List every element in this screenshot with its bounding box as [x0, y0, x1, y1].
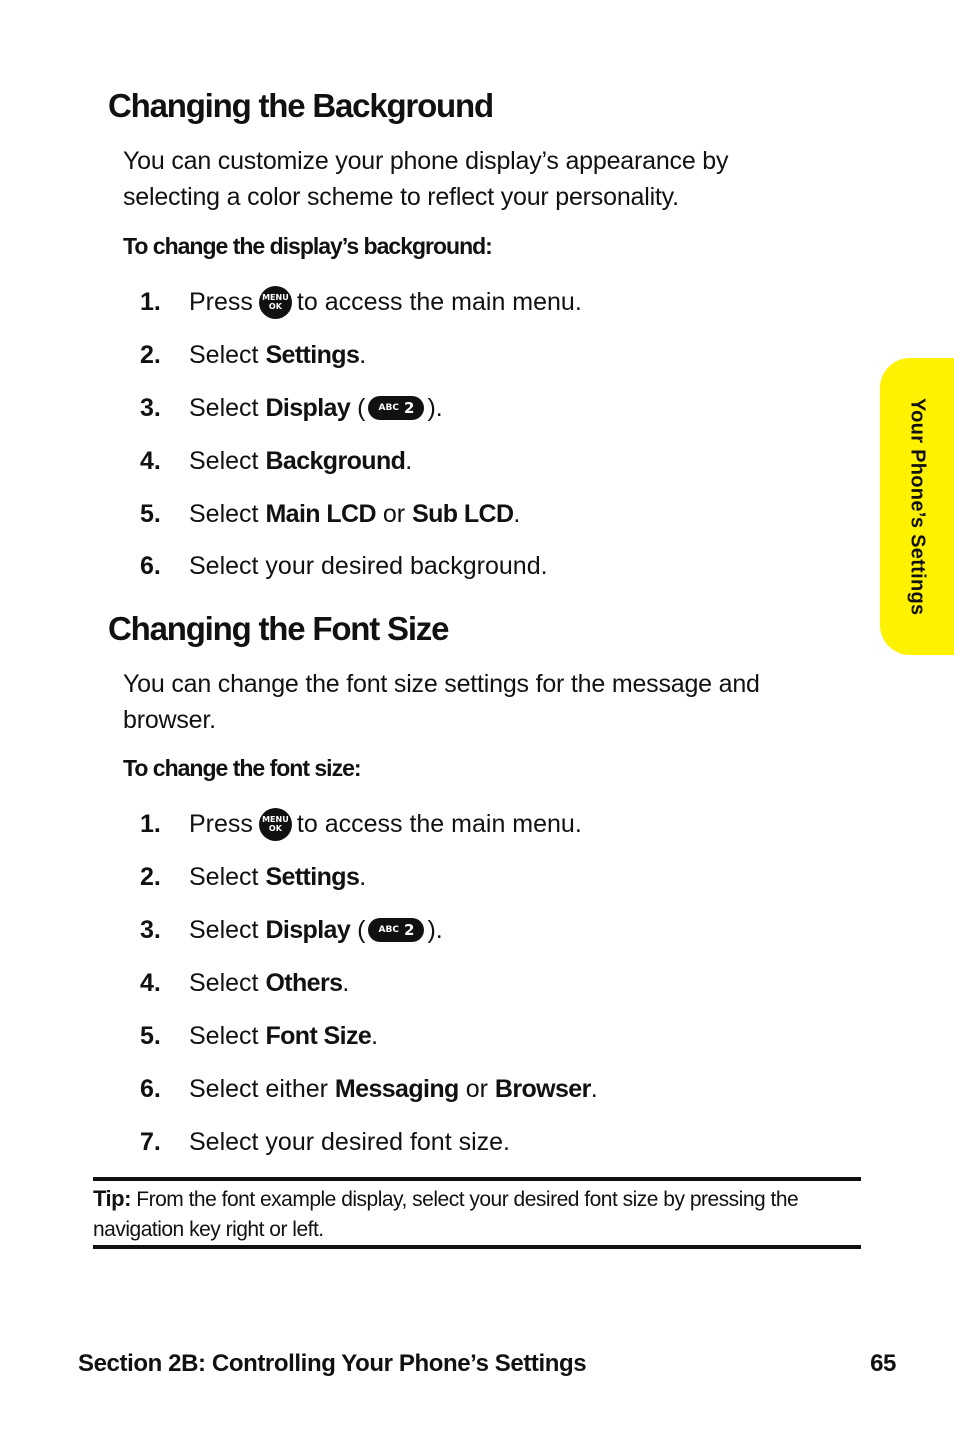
- list-item: 7. Select your desired font size.: [140, 1127, 510, 1156]
- procedure-heading-font-size: To change the font size:: [123, 755, 361, 781]
- procedure-heading-background: To change the display’s background:: [123, 233, 492, 259]
- section-title-background: Changing the Background: [108, 87, 493, 124]
- list-item: 2. Select Settings .: [140, 340, 367, 369]
- list-item: 3. Select Display ( ABC 2 ).: [140, 915, 443, 944]
- page-footer: [78, 1350, 896, 1378]
- list-item: 1. Press MENU OK to access the main menu.: [140, 807, 582, 841]
- list-item: 2. Select Settings .: [140, 862, 367, 891]
- section-title-font-size: Changing the Font Size: [108, 610, 449, 647]
- list-item: 3. Select Display ( ABC 2 ).: [140, 393, 443, 422]
- list-item: 6. Select your desired background.: [140, 551, 548, 580]
- abc-2-key-icon: ABC 2: [368, 396, 424, 420]
- list-item: 1. Press MENU OK to access the main menu.: [140, 285, 582, 319]
- list-item: 4. Select Others .: [140, 968, 350, 997]
- side-section-tab: [880, 358, 954, 655]
- page-number: 65: [870, 1350, 896, 1377]
- side-tab-label: Your Phone’s Settings: [906, 397, 929, 616]
- list-item: 6. Select either Messaging or Browser .: [140, 1074, 598, 1103]
- abc-2-key-icon: ABC 2: [368, 918, 424, 942]
- footer-section-title: Section 2B: Controlling Your Phone’s Settings: [78, 1350, 587, 1377]
- section-intro-background: You can customize your phone display’s appearance by selecting a color scheme to reflect your personality.: [123, 147, 729, 211]
- list-item: 4. Select Background .: [140, 446, 413, 475]
- tip-text: From the font example display, select your desired font size by pressing the navigation key right or left.: [93, 1188, 799, 1241]
- section-intro-font-size: You can change the font size settings for the message and browser.: [123, 670, 760, 734]
- list-item: 5. Select Font Size .: [140, 1021, 379, 1050]
- tip-box: [93, 1177, 861, 1249]
- menu-ok-key-icon: MENU OK: [259, 808, 292, 841]
- tip-label: Tip:: [93, 1186, 131, 1211]
- list-item: 5. Select Main LCD or Sub LCD .: [140, 499, 521, 528]
- menu-ok-key-icon: MENU OK: [259, 286, 292, 319]
